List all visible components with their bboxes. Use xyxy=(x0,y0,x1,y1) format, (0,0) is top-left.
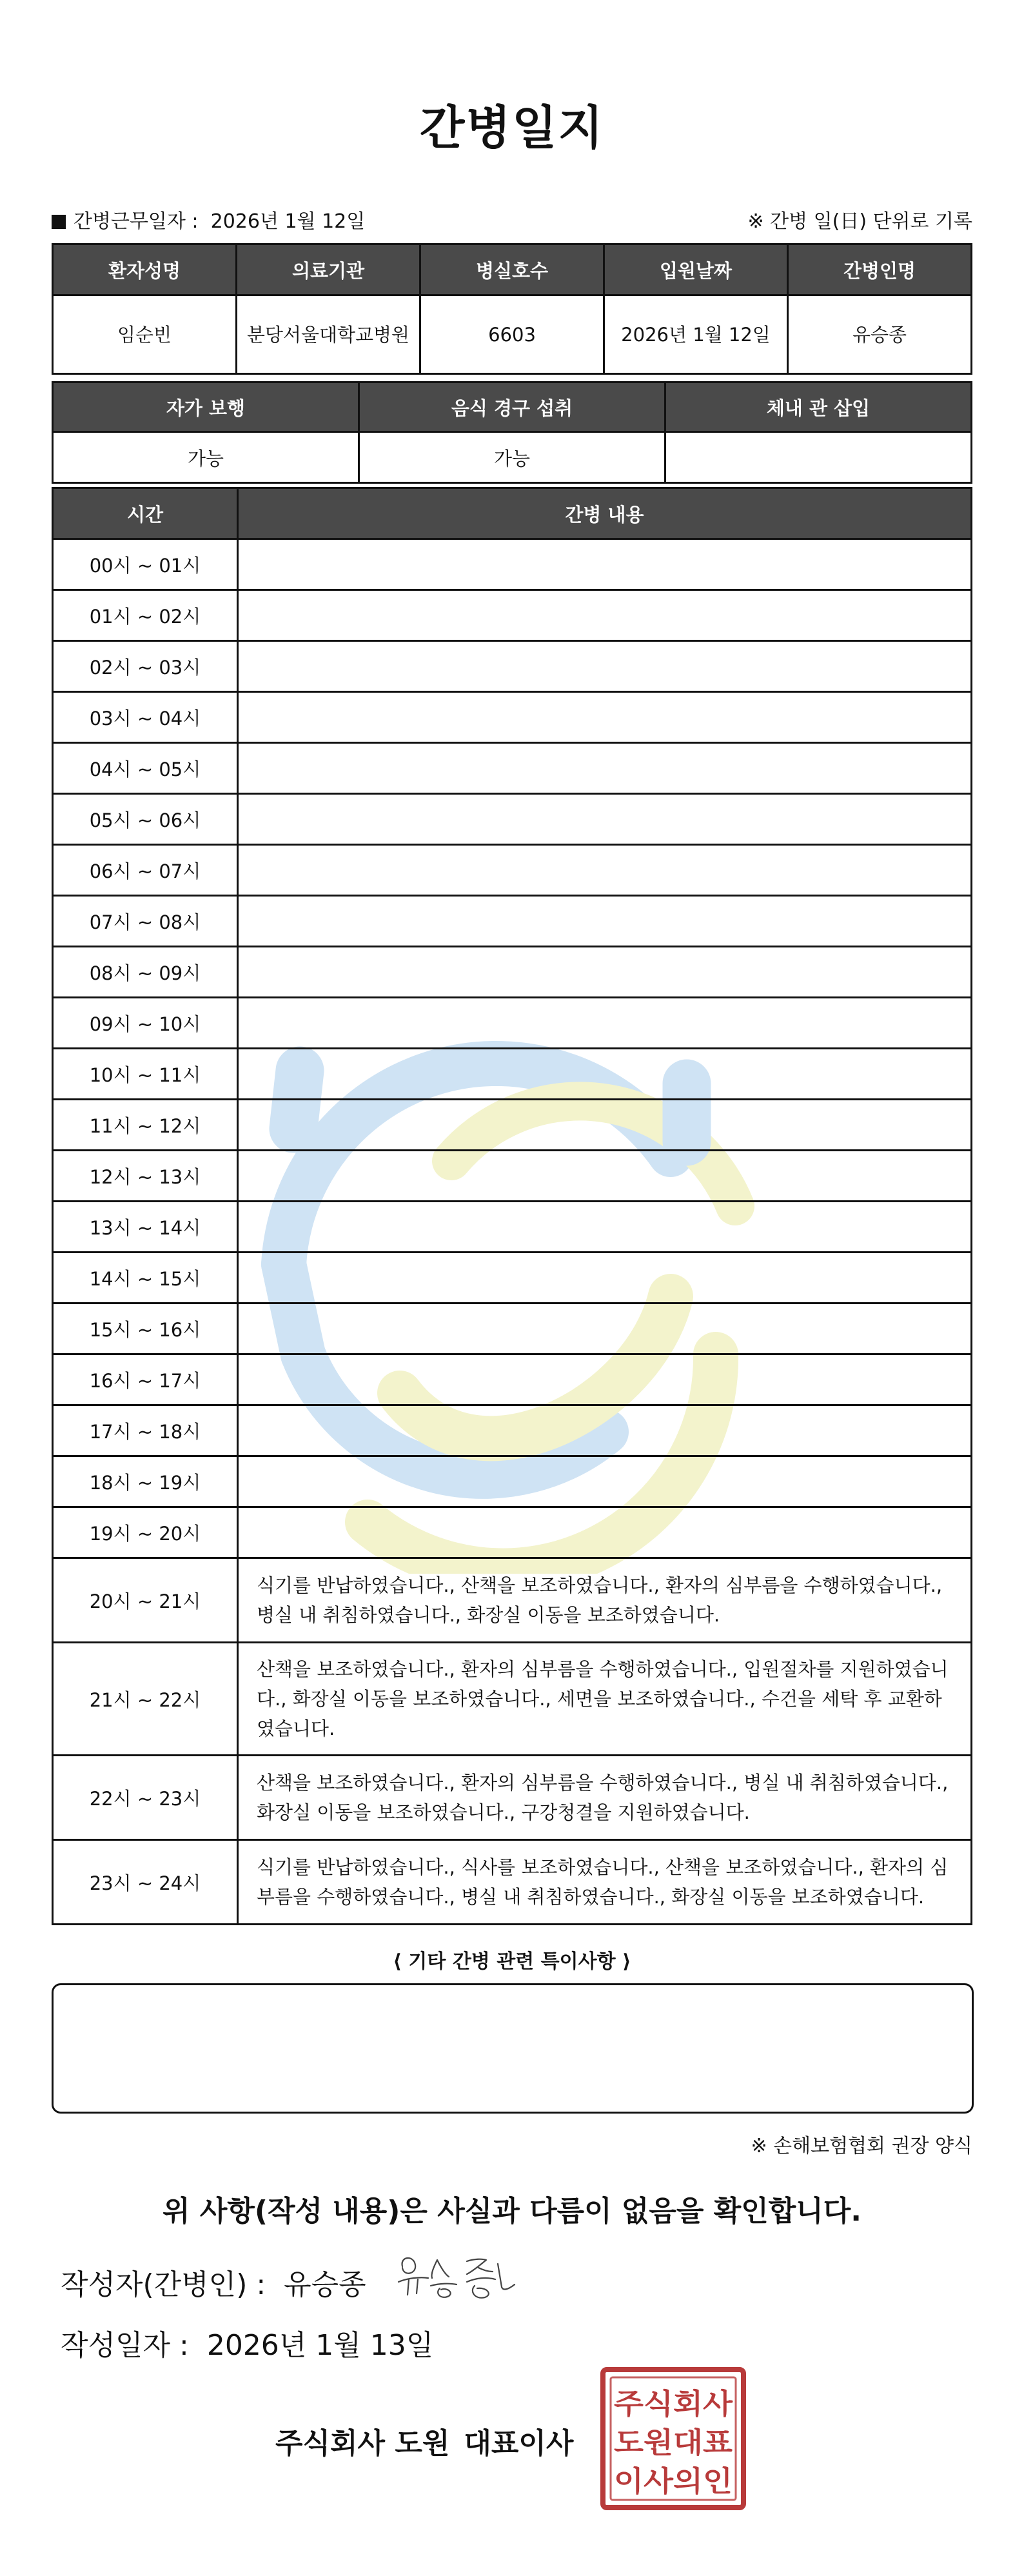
written-date-line xyxy=(61,2322,433,2363)
patient-name-value: 임순빈 xyxy=(53,295,237,374)
handwritten-signature xyxy=(395,2248,524,2306)
table-row xyxy=(53,1558,972,1643)
remarks-title: ⟨ 기타 간병 관련 특이사항 ⟩ xyxy=(393,1950,631,1973)
table-row xyxy=(53,539,972,590)
header-room-number: 병실호수 xyxy=(420,244,604,295)
table-row xyxy=(53,1643,972,1756)
time-cell: 22시 ~ 23시 xyxy=(53,1756,238,1840)
time-cell: 07시 ~ 08시 xyxy=(53,896,238,947)
confirmation-statement: 위 사항(작성 내용)은 사실과 다름이 없음을 확인합니다. xyxy=(162,2195,862,2228)
table-row xyxy=(53,641,972,692)
author-label: 작성자(간병인) : xyxy=(61,2268,266,2301)
work-date-label: 간병근무일자 : xyxy=(74,210,199,233)
time-cell: 18시 ~ 19시 xyxy=(53,1456,238,1507)
time-cell: 16시 ~ 17시 xyxy=(53,1354,238,1405)
black-square-icon xyxy=(52,215,66,229)
time-cell: 19시 ~ 20시 xyxy=(53,1507,238,1558)
header-self-walking: 자가 보행 xyxy=(53,382,359,432)
table-row xyxy=(53,1405,972,1456)
table-row xyxy=(53,1202,972,1253)
table-row xyxy=(53,947,972,998)
table-row xyxy=(53,1049,972,1100)
patient-status-table xyxy=(52,381,972,484)
page-title: 간병일지 xyxy=(419,101,605,155)
remarks-box[interactable] xyxy=(52,1983,974,2114)
care-content-cell xyxy=(238,743,972,794)
svg-text:주식회사: 주식회사 xyxy=(614,2388,734,2421)
care-content-cell xyxy=(238,1303,972,1354)
table-row xyxy=(53,845,972,896)
care-content-cell: 식기를 반납하였습니다., 식사를 보조하였습니다., 산책을 보조하였습니다., 환자의 심부름을 수행하였습니다., 병실 내 취침하였습니다., 화장실 이동을 보조하였습니다. xyxy=(238,1840,972,1925)
care-content-cell xyxy=(238,590,972,641)
time-cell: 06시 ~ 07시 xyxy=(53,845,238,896)
care-content-cell xyxy=(238,539,972,590)
time-cell: 11시 ~ 12시 xyxy=(53,1100,238,1151)
company-signature-line xyxy=(275,2420,573,2461)
tube-insertion-value xyxy=(665,432,972,483)
header-caregiver-name: 간병인명 xyxy=(788,244,972,295)
work-date-line xyxy=(52,205,365,233)
room-number-value: 6603 xyxy=(420,295,604,374)
header-oral-intake: 음식 경구 섭취 xyxy=(359,382,665,432)
patient-info-table xyxy=(52,243,972,375)
care-content-cell xyxy=(238,1405,972,1456)
care-content-cell xyxy=(238,1456,972,1507)
table-row xyxy=(53,1303,972,1354)
table-row xyxy=(53,1840,972,1925)
time-cell: 10시 ~ 11시 xyxy=(53,1049,238,1100)
time-cell: 00시 ~ 01시 xyxy=(53,539,238,590)
author-line xyxy=(61,2261,366,2303)
table-row xyxy=(53,896,972,947)
header-hospital: 의료기관 xyxy=(237,244,420,295)
table-row xyxy=(53,1354,972,1405)
care-content-cell xyxy=(238,692,972,743)
svg-text:이사의인: 이사의인 xyxy=(614,2465,733,2498)
care-content-cell xyxy=(238,1100,972,1151)
care-content-cell: 산책을 보조하였습니다., 환자의 심부름을 수행하였습니다., 병실 내 취침하였습니다., 화장실 이동을 보조하였습니다., 구강청결을 지원하였습니다. xyxy=(238,1756,972,1840)
time-cell: 02시 ~ 03시 xyxy=(53,641,238,692)
header-patient-name: 환자성명 xyxy=(53,244,237,295)
care-content-cell xyxy=(238,1202,972,1253)
author-name: 유승종 xyxy=(284,2268,366,2301)
patient-status-value-row xyxy=(53,432,972,483)
time-cell: 14시 ~ 15시 xyxy=(53,1253,238,1303)
care-content-cell xyxy=(238,896,972,947)
table-row xyxy=(53,1756,972,1840)
table-row xyxy=(53,590,972,641)
company-name: 주식회사 도원 xyxy=(275,2427,450,2460)
header-admission-date: 입원날짜 xyxy=(604,244,788,295)
time-cell: 13시 ~ 14시 xyxy=(53,1202,238,1253)
svg-text:도원대표: 도원대표 xyxy=(614,2426,733,2459)
hospital-value: 분당서울대학교병원 xyxy=(237,295,420,374)
care-content-cell xyxy=(238,1253,972,1303)
admission-date-value: 2026년 1월 12일 xyxy=(604,295,788,374)
time-cell: 21시 ~ 22시 xyxy=(53,1643,238,1756)
time-cell: 12시 ~ 13시 xyxy=(53,1151,238,1202)
self-walking-value: 가능 xyxy=(53,432,359,483)
care-content-cell xyxy=(238,845,972,896)
time-cell: 08시 ~ 09시 xyxy=(53,947,238,998)
header-care-content: 간병 내용 xyxy=(238,488,972,539)
time-cell: 17시 ~ 18시 xyxy=(53,1405,238,1456)
time-cell: 04시 ~ 05시 xyxy=(53,743,238,794)
patient-status-header-row xyxy=(53,382,972,432)
time-cell: 01시 ~ 02시 xyxy=(53,590,238,641)
care-content-cell xyxy=(238,998,972,1049)
care-log-header-row xyxy=(53,488,972,539)
table-row xyxy=(53,1100,972,1151)
patient-info-header-row xyxy=(53,244,972,295)
time-cell: 20시 ~ 21시 xyxy=(53,1558,238,1643)
care-content-cell xyxy=(238,1354,972,1405)
table-row xyxy=(53,1151,972,1202)
form-source-note: ※ 손해보험협회 권장 양식 xyxy=(751,2135,972,2157)
company-seal-stamp xyxy=(599,2366,747,2512)
care-content-cell: 산책을 보조하였습니다., 환자의 심부름을 수행하였습니다., 입원절차를 지원하였습니다., 화장실 이동을 보조하였습니다., 세면을 보조하였습니다., 수건을 세탁 후 교환하였습니다. xyxy=(238,1643,972,1756)
oral-intake-value: 가능 xyxy=(359,432,665,483)
written-date-value: 2026년 1월 13일 xyxy=(206,2329,434,2362)
time-cell: 15시 ~ 16시 xyxy=(53,1303,238,1354)
time-cell: 23시 ~ 24시 xyxy=(53,1840,238,1925)
care-content-cell: 식기를 반납하였습니다., 산책을 보조하였습니다., 환자의 심부름을 수행하였습니다., 병실 내 취침하였습니다., 화장실 이동을 보조하였습니다. xyxy=(238,1558,972,1643)
care-content-cell xyxy=(238,1049,972,1100)
table-row xyxy=(53,692,972,743)
caregiver-name-value: 유승종 xyxy=(788,295,972,374)
table-row xyxy=(53,998,972,1049)
header-tube-insertion: 체내 관 삽입 xyxy=(665,382,972,432)
care-content-cell xyxy=(238,947,972,998)
care-content-cell xyxy=(238,1151,972,1202)
table-row xyxy=(53,794,972,845)
time-cell: 09시 ~ 10시 xyxy=(53,998,238,1049)
care-log-table xyxy=(52,487,972,1925)
care-content-cell xyxy=(238,641,972,692)
table-row xyxy=(53,1253,972,1303)
written-date-label: 작성일자 : xyxy=(61,2329,189,2362)
time-cell: 03시 ~ 04시 xyxy=(53,692,238,743)
company-role: 대표이사 xyxy=(464,2427,574,2460)
header-time: 시간 xyxy=(53,488,238,539)
time-cell: 05시 ~ 06시 xyxy=(53,794,238,845)
table-row xyxy=(53,743,972,794)
work-date-value: 2026년 1월 12일 xyxy=(210,210,366,233)
daily-record-note: ※ 간병 일(日) 단위로 기록 xyxy=(747,210,972,233)
table-row xyxy=(53,1456,972,1507)
table-row xyxy=(53,1507,972,1558)
patient-info-value-row xyxy=(53,295,972,374)
care-content-cell xyxy=(238,1507,972,1558)
care-content-cell xyxy=(238,794,972,845)
